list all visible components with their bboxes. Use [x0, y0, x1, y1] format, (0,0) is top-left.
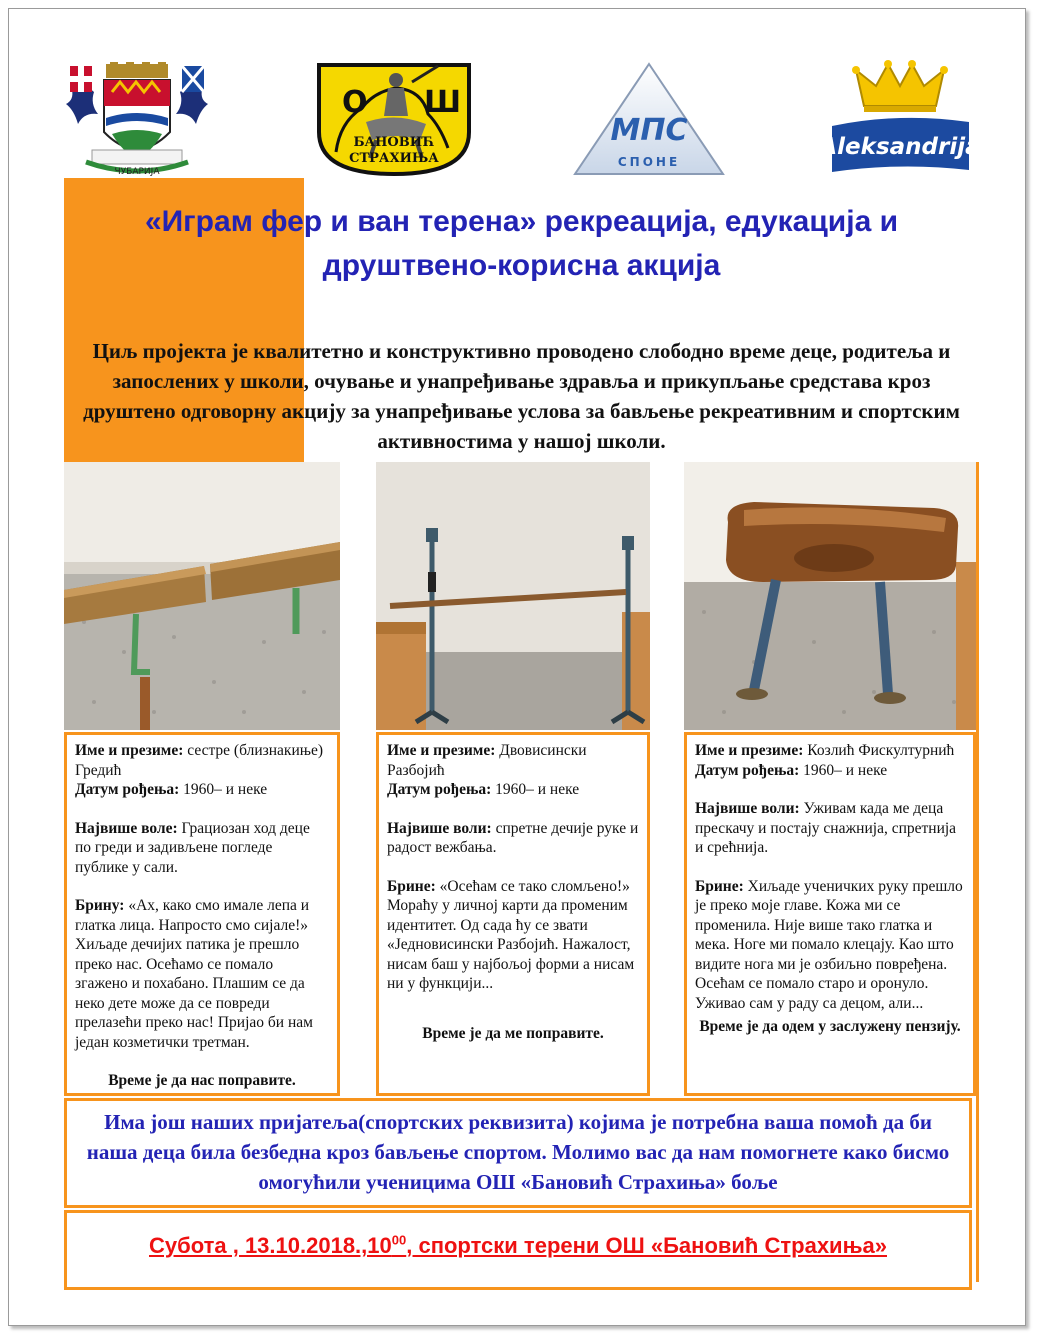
name-value: сестре (близнакиње) Гредић: [75, 742, 323, 779]
name-label: Име и презиме:: [695, 742, 804, 759]
dob-value: 1960– и неке: [803, 761, 888, 779]
photo-pommel-horse: [684, 462, 976, 730]
name-value: Двовисински Разбојић: [387, 742, 587, 779]
card-parallel-bars: [376, 732, 650, 1096]
name-label: Име и презиме:: [75, 742, 184, 759]
likes-label: Највише воли:: [695, 800, 800, 817]
project-goal-text: Циљ пројекта је квалитетно и конструктивно проводено слободно време деце, родитеља и запослених у школи, очување и унапређивање здравља и прикупљање средстава кроз друштено одговорну акцију за унапређивање услова за бављење рекреативним и спортским активностима у нашој школи.: [83, 339, 960, 453]
school-letter-sh: Ш: [424, 85, 462, 120]
photo-balance-beams: [64, 462, 340, 730]
likes-value: спретне дечије руке и радост вежбања.: [387, 819, 639, 856]
closing-line: Време је да одем у заслужену пензију.: [699, 1018, 961, 1035]
school-name-line2: СТРАХИЊА: [349, 151, 439, 166]
sponsor-name: Aleksandrija: [819, 134, 981, 160]
right-orange-strip: [976, 462, 979, 1282]
appeal-box: [64, 1098, 972, 1208]
likes-label: Највише воле:: [75, 819, 178, 837]
aleksandrija-sponsor-logo: [819, 62, 981, 177]
dob-value: 1960– и неке: [183, 781, 268, 798]
event-line: [149, 1233, 887, 1258]
worry-value: «Ах, како смо имале лепа и глатка лица. Напросто смо сијале!» Хиљаде дечијих патика је прешло преко нас. Осећамо се помало згажено и похабано. Плашим се да неко дете може да се повреди прелазећи преко нас! Пријао би нам један козметички третман.: [75, 897, 313, 1051]
page-title: «Играм фер и ван терена» рекреација, едукација и друштвено-корисна акција: [144, 205, 899, 282]
likes-value: Уживам када ме деца прескачу и постају снажнија, спретнија и срећнија.: [695, 800, 957, 856]
dob-value: 1960– и неке: [495, 781, 580, 798]
appeal-text: Има још наших пријатеља(спортских реквизита) којима је потребна ваша помоћ да би наша деца била безбедна кроз бављење спортом. Молимо вас да нам помогнете како бисмо омогућили ученицима ОШ «Бановић Страхиња» боље: [86, 1110, 950, 1194]
school-name-line1: БАНОВИЋ: [353, 135, 435, 150]
name-value: Козлић Фискултурнић: [807, 742, 955, 759]
school-letter-o: О: [342, 85, 368, 120]
municipality-coat-of-arms-logo: [64, 62, 210, 177]
name-label: Име и презиме:: [387, 742, 496, 759]
event-location: , спортски терени ОШ «Бановић Страхиња»: [406, 1233, 887, 1259]
dob-label: Датум рођења:: [695, 761, 800, 779]
card-balance-beams: [64, 732, 340, 1096]
worry-value: «Осећам се тако сломљено!» Мораћу у личној карти да променим идентитет. Од сада ћу се звати «Једновисински Разбојић. Нажалост, нисам баш у најбољој форми а нисам ни у функцији...: [387, 877, 635, 992]
event-date: Субота , 13.10.2018.,10: [149, 1233, 392, 1259]
mps-spone-logo: [573, 62, 725, 177]
mps-name: СПОНЕ: [617, 155, 681, 169]
worry-value: Хиљаде ученичких руку прешло је преко моје главе. Кожа ми се променила. Није више тако глатка и мека. Ноге ми помало клецају. Као што видите нога ми је озбиљно повређена. Осећам се помало старо и оронуло. Уживао сам у раду са децом, али...: [695, 877, 963, 1012]
mps-mark: МПС: [610, 113, 688, 148]
likes-label: Највише воли:: [387, 819, 492, 837]
closing-line: Време је да ме поправите.: [422, 1024, 604, 1042]
school-knight-logo: [316, 62, 472, 177]
worry-label: Брине:: [695, 877, 744, 895]
worry-label: Брину:: [75, 897, 125, 914]
event-time-superscript: 00: [391, 1233, 407, 1248]
worry-label: Брине:: [387, 877, 436, 895]
likes-value: Грациозан ход деце по греди и задивљене погледе публике у сали.: [75, 819, 310, 876]
closing-line: Време је да нас поправите.: [108, 1072, 296, 1089]
dob-label: Датум рођења:: [387, 781, 492, 798]
municipality-caption: ЧУБАРИЈА: [114, 167, 160, 177]
dob-label: Датум рођења:: [75, 781, 180, 798]
card-pommel-horse: [684, 732, 976, 1096]
photo-parallel-bars: [376, 462, 650, 730]
event-box: [64, 1210, 972, 1290]
